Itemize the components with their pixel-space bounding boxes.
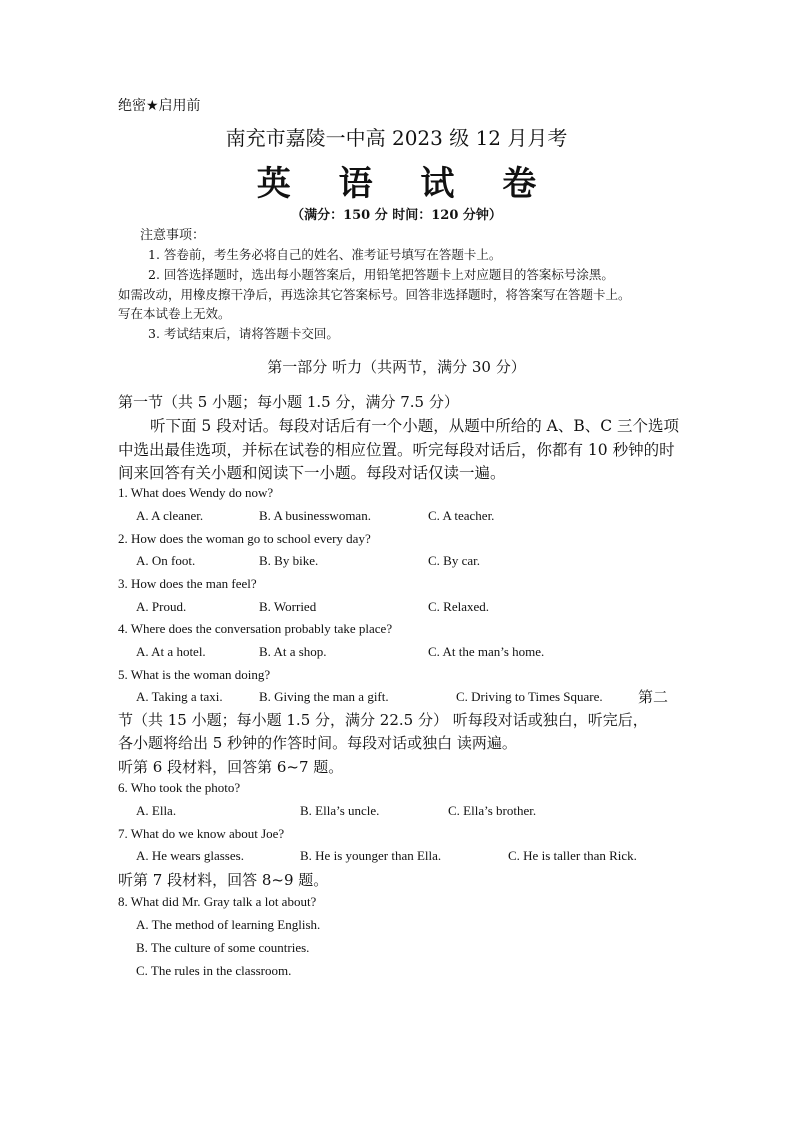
notice-item-3: 3. 考试结束后，请将答题卡交回。 [148, 326, 339, 341]
question-2: 2. How does the woman go to school every day? [118, 531, 371, 546]
exam-title: 南充市嘉陵一中高 2023 级 12 月月考 [225, 126, 568, 150]
notice-item-1: 1. 答卷前，考生务必将自己的姓名、准考证号填写在答题卡上。 [148, 247, 502, 262]
confidential-seal: 绝密★启用前 [118, 98, 201, 114]
q7-option-b: B. He is younger than Ella. [300, 848, 442, 863]
q8-option-b: B. The culture of some countries. [136, 940, 310, 955]
q3-option-c: C. Relaxed. [428, 599, 490, 614]
q3-option-b: B. Worried [259, 599, 317, 614]
score-time-info: （满分：150 分 时间：120 分钟） [291, 208, 502, 223]
q6-option-c: C. Ella’s brother. [448, 803, 537, 818]
q2-option-c: C. By car. [428, 553, 480, 568]
q4-option-c: C. At the man’s home. [428, 644, 545, 659]
q6-option-a: A. Ella. [136, 803, 177, 818]
notice-heading: 注意事项： [140, 228, 206, 243]
notice-item-2: 2. 回答选择题时，选出每小题答案后，用铅笔把答题卡上对应题目的答案标号涂黑。 [148, 267, 614, 282]
material-6-instruction: 听第 6 段材料，回答第 6~7 题。 [118, 758, 344, 776]
notice-item-2-cont: 如需改动，用橡皮擦干净后，再选涂其它答案标号。回答非选择题时，将答案写在答题卡上。 [118, 287, 631, 302]
q8-option-a: A. The method of learning English. [136, 917, 321, 932]
q5-option-a: A. Taking a taxi. [136, 689, 223, 704]
part1-heading: 第一部分 听力（共两节，满分 30 分） [267, 358, 526, 376]
question-5: 5. What is the woman doing? [118, 667, 271, 682]
q7-option-c: C. He is taller than Rick. [508, 848, 637, 863]
q1-option-a: A. A cleaner. [136, 508, 204, 523]
q1-option-b: B. A businesswoman. [259, 508, 371, 523]
section2-heading-start: 第二 [638, 688, 669, 706]
q8-option-c: C. The rules in the classroom. [136, 963, 292, 978]
q7-option-a: A. He wears glasses. [136, 848, 244, 863]
section2-heading: 节（共 15 小题；每小题 1.5 分，满分 22.5 分） 听每段对话或独白，听完后， [118, 711, 648, 729]
q2-option-a: A. On foot. [136, 553, 196, 568]
q5-option-b: B. Giving the man a gift. [259, 689, 389, 704]
q3-option-a: A. Proud. [136, 599, 187, 614]
question-6: 6. Who took the photo? [118, 780, 241, 795]
question-4: 4. Where does the conversation probably take place? [118, 621, 393, 636]
q6-option-b: B. Ella’s uncle. [300, 803, 380, 818]
section2-instruction: 各小题将给出 5 秒钟的作答时间。每段对话或独白 读两遍。 [118, 734, 517, 752]
section1-heading: 第一节（共 5 小题；每小题 1.5 分，满分 7.5 分） [118, 393, 459, 411]
section1-instruction-cont: 中选出最佳选项，并标在试卷的相应位置。听完每段对话后，你都有 10 秒钟的时 [118, 441, 675, 459]
q4-option-b: B. At a shop. [259, 644, 327, 659]
question-8: 8. What did Mr. Gray talk a lot about? [118, 894, 317, 909]
question-7: 7. What do we know about Joe? [118, 826, 285, 841]
question-3: 3. How does the man feel? [118, 576, 257, 591]
notice-item-2-cont2: 写在本试卷上无效。 [118, 306, 231, 321]
section1-instruction-cont2: 间来回答有关小题和阅读下一小题。每段对话仅读一遍。 [118, 464, 506, 482]
q5-option-c: C. Driving to Times Square. [456, 689, 603, 704]
subject-title: 英 语 试 卷 [256, 164, 555, 204]
q4-option-a: A. At a hotel. [136, 644, 206, 659]
material-7-instruction: 听第 7 段材料，回答 8~9 题。 [118, 871, 329, 889]
section1-instruction: 听下面 5 段对话。每段对话后有一个小题，从题中所给的 A、B、C 三个选项 [150, 417, 680, 435]
q2-option-b: B. By bike. [259, 553, 319, 568]
q1-option-c: C. A teacher. [428, 508, 495, 523]
question-1: 1. What does Wendy do now? [118, 485, 274, 500]
